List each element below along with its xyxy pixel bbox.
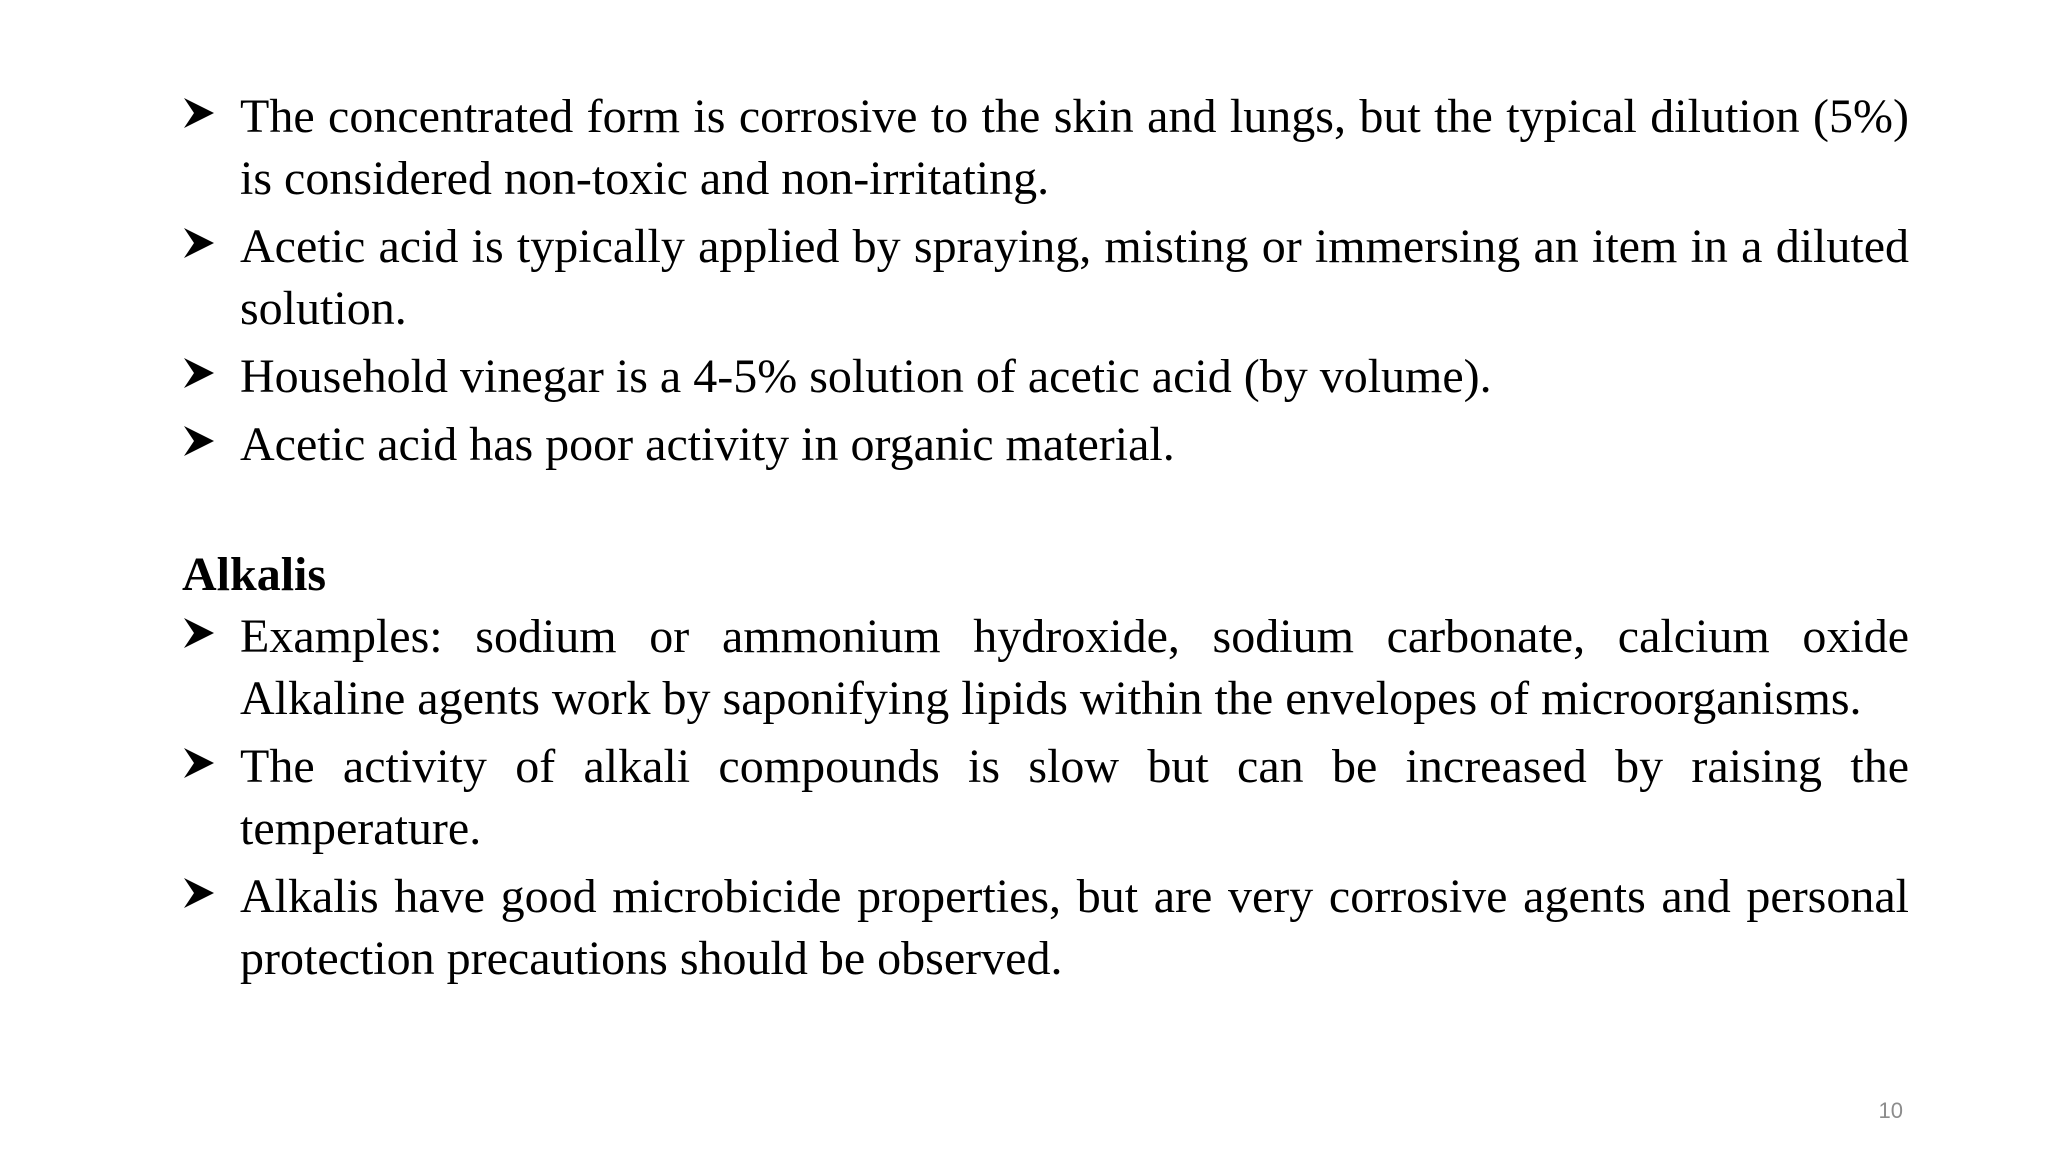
slide-content [182, 86, 1909, 996]
arrowhead-bullet-icon [182, 96, 216, 130]
bullet-item [182, 606, 1909, 730]
bullet-text: Acetic acid is typically applied by spraying, misting or immersing an item in a diluted solution. [240, 220, 1909, 335]
bullet-text: Household vinegar is a 4-5% solution of acetic acid (by volume). [240, 350, 1492, 403]
bullet-text: Examples: sodium or ammonium hydroxide, sodium carbonate, calcium oxide Alkaline agents work by saponifying lipids within the envelopes of microorganisms. [240, 610, 1909, 725]
spacer [182, 482, 1909, 544]
arrowhead-bullet-icon [182, 746, 216, 780]
bullet-text: The activity of alkali compounds is slow but can be increased by raising the temperature. [240, 740, 1909, 855]
bullet-item [182, 414, 1909, 476]
section-heading: Alkalis [182, 548, 327, 601]
bullet-item [182, 346, 1909, 408]
bullet-text: The concentrated form is corrosive to the skin and lungs, but the typical dilution (5%) is considered non-toxic and non-irritating. [240, 90, 1909, 205]
arrowhead-bullet-icon [182, 226, 216, 260]
bullet-item [182, 86, 1909, 210]
bullet-text: Alkalis have good microbicide properties, but are very corrosive agents and personal protection precautions should be observed. [240, 870, 1909, 985]
bullet-item [182, 216, 1909, 340]
bullet-item [182, 866, 1909, 990]
arrowhead-bullet-icon [182, 424, 216, 458]
page-number: 10 [1878, 1098, 1903, 1123]
bullet-text: Acetic acid has poor activity in organic material. [240, 418, 1175, 471]
arrowhead-bullet-icon [182, 356, 216, 390]
bullet-item [182, 736, 1909, 860]
arrowhead-bullet-icon [182, 616, 216, 650]
arrowhead-bullet-icon [182, 876, 216, 910]
